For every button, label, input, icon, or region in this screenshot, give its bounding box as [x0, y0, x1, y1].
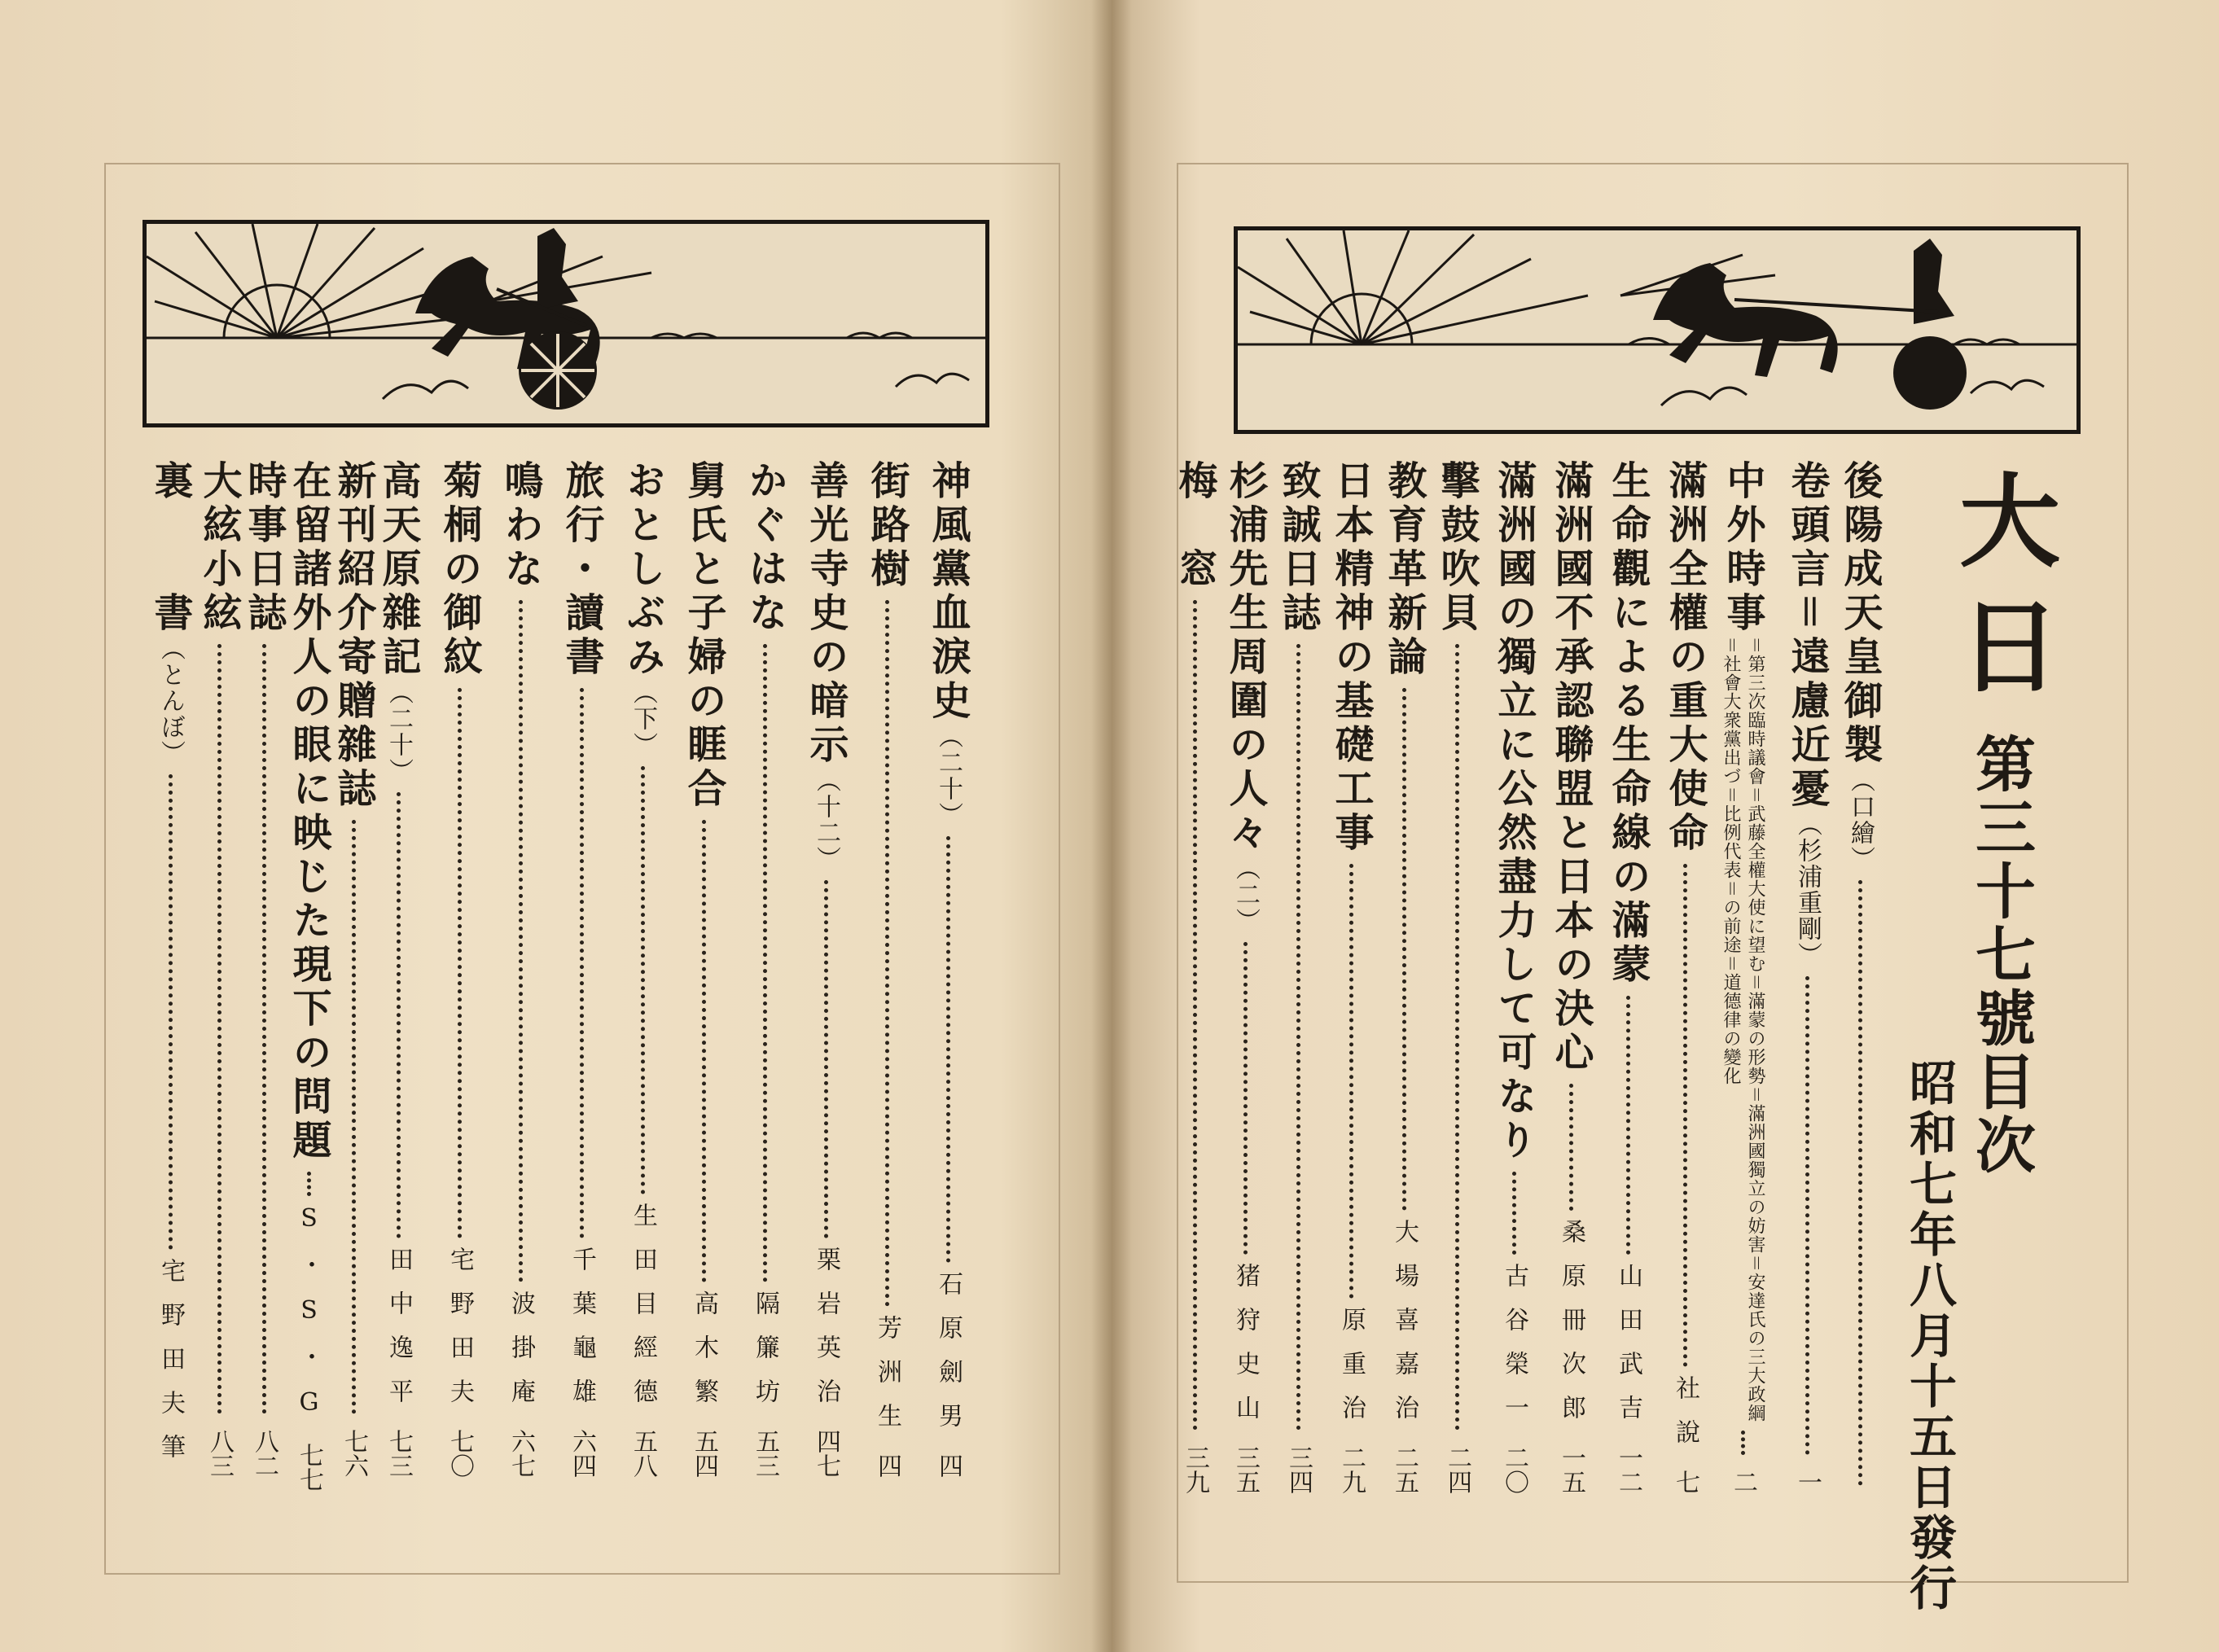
entry-author: 原重治	[1337, 1307, 1366, 1439]
entry-author: 猪狩史山	[1231, 1263, 1260, 1439]
entry-title: かぐはな	[742, 460, 787, 636]
entry-page: 七六	[340, 1429, 368, 1478]
dot-leader	[702, 820, 706, 1282]
entry-subtitle: （二十）	[934, 724, 963, 828]
entry-author: 宅野田夫筆	[156, 1258, 185, 1478]
toc-entry[interactable]	[196, 460, 242, 1478]
rising-sun-chariot-banner	[143, 220, 989, 427]
entry-author: 生田目經德	[629, 1203, 657, 1422]
entry-title: 神風黨血淚史	[925, 460, 971, 724]
book-gutter	[1091, 0, 1132, 1652]
entry-author: 千葉龜雄	[568, 1247, 596, 1422]
entry-title: 新刊紹介寄贈雜誌	[331, 460, 376, 812]
dot-leader	[1243, 942, 1248, 1255]
entry-title: 教育革新論	[1381, 460, 1427, 680]
entry-title: 中外時事	[1720, 460, 1765, 636]
toc-entry[interactable]	[864, 460, 910, 1478]
toc-entry[interactable]	[1784, 460, 1830, 1494]
entry-author: 栗岩英治	[812, 1247, 840, 1422]
dot-leader	[458, 688, 462, 1238]
chariot-illustration	[1238, 230, 2076, 430]
entry-page: 七	[1671, 1470, 1699, 1494]
toc-entry[interactable]	[1381, 460, 1427, 1494]
entry-title: 時事日誌	[241, 460, 287, 636]
toc-entry[interactable]	[331, 460, 376, 1478]
entry-author: 桑原冊次郎	[1557, 1219, 1585, 1439]
entry-title: 鳴わな	[498, 460, 543, 592]
entry-title: 高天原雜記	[375, 460, 421, 680]
toc-entry[interactable]	[1491, 460, 1537, 1494]
toc-entry[interactable]	[286, 460, 331, 1492]
toc-entry[interactable]	[742, 460, 787, 1478]
magazine-title: 大日	[1942, 468, 2060, 719]
dot-leader	[1805, 976, 1809, 1455]
entry-page: 二〇	[1500, 1445, 1528, 1494]
entry-page: 四	[873, 1453, 901, 1478]
toc-entry[interactable]	[147, 460, 193, 1478]
entry-page: 一五	[1557, 1445, 1585, 1494]
dot-leader	[1741, 1431, 1745, 1455]
dot-leader	[1683, 864, 1687, 1367]
toc-entry[interactable]	[559, 460, 604, 1478]
toc-entry[interactable]	[1434, 460, 1480, 1494]
entry-author: 大場喜嘉治	[1390, 1219, 1419, 1439]
entry-author: 高木繁	[690, 1290, 718, 1422]
entry-title: 梅 窓	[1172, 460, 1217, 592]
dot-leader	[397, 792, 401, 1238]
entry-author: 波掛庵	[507, 1290, 535, 1422]
dot-leader	[824, 880, 828, 1238]
entry-page: 二四	[1443, 1445, 1471, 1494]
entry-page: 六四	[568, 1429, 596, 1478]
toc-entry[interactable]	[1222, 460, 1268, 1494]
dot-leader	[352, 820, 356, 1414]
toc-entry[interactable]	[803, 460, 849, 1478]
entry-title: 菊桐の御紋	[436, 460, 482, 680]
chariot-illustration	[147, 224, 985, 423]
entry-subtitle: （杉浦重剛）	[1793, 812, 1822, 968]
entry-title: 善光寺史の暗示	[803, 460, 849, 768]
right-page	[1112, 0, 2219, 1652]
entry-author: 芳洲生	[873, 1315, 901, 1447]
entry-page: 一二	[1614, 1445, 1642, 1494]
entry-title: 裏 書	[147, 460, 193, 636]
entry-title: 旅行・讀書	[559, 460, 604, 680]
entry-title: 卷頭言＝遠慮近憂	[1784, 460, 1830, 812]
entry-author: 石原劍男	[934, 1271, 963, 1447]
toc-entry[interactable]	[1718, 460, 1767, 1494]
toc-entry[interactable]	[1662, 460, 1708, 1494]
toc-entry[interactable]	[925, 460, 971, 1478]
toc-entry[interactable]	[620, 460, 665, 1478]
entry-subtitle: （二）	[1231, 856, 1260, 934]
entry-subtitle: （十二）	[812, 768, 840, 872]
toc-entry[interactable]	[498, 460, 543, 1478]
entry-page: 五三	[751, 1429, 779, 1478]
entry-title: 擊鼓吹貝	[1434, 460, 1480, 636]
dot-leader	[1349, 864, 1353, 1299]
entry-subtitle: （口繪）	[1846, 768, 1875, 872]
publication-date: 昭和七年八月十五日發行	[1901, 1058, 1957, 1614]
dot-leader	[262, 644, 266, 1414]
entry-subtitle: （とんぼ）	[156, 636, 185, 766]
entry-page: 七七	[295, 1443, 323, 1492]
entry-page: 三五	[1231, 1445, 1260, 1494]
entry-author: 田中逸平	[384, 1247, 413, 1422]
entry-title: 在留諸外人の眼に映じた現下の問題	[286, 460, 331, 1163]
toc-entry[interactable]	[1605, 460, 1651, 1494]
entry-detail: ＝第三次臨時議會＝武藤全權大使に望む＝滿蒙の形勢＝滿洲國獨立の妨害＝安達氏の三大政綱＝社會大衆黨出づ＝比例代表＝の前途＝道德律の變化	[1721, 636, 1765, 1422]
entry-page: 五八	[629, 1429, 657, 1478]
dot-leader	[580, 688, 584, 1238]
toc-entry[interactable]	[1275, 460, 1321, 1494]
entry-page: 六七	[507, 1429, 535, 1478]
entry-title: 致誠日誌	[1275, 460, 1321, 636]
entry-page: 三九	[1181, 1445, 1209, 1494]
rising-sun-chariot-banner	[1234, 226, 2081, 434]
entry-title: 大絃小絃	[196, 460, 242, 636]
entry-page: 二五	[1390, 1445, 1419, 1494]
toc-entry[interactable]	[241, 460, 287, 1478]
entry-page: 一	[1793, 1470, 1822, 1494]
dot-leader	[1569, 1084, 1573, 1211]
toc-entry[interactable]	[375, 460, 421, 1478]
dot-leader	[1193, 600, 1197, 1431]
toc-entry[interactable]	[681, 460, 726, 1478]
dot-leader	[1455, 644, 1459, 1431]
entry-page: 二	[1729, 1470, 1757, 1494]
dot-leader	[885, 600, 889, 1307]
dot-leader	[169, 774, 173, 1250]
entry-title: 街路樹	[864, 460, 910, 592]
entry-title: 滿洲國の獨立に公然盡力して可なり	[1491, 460, 1537, 1163]
dot-leader	[519, 600, 523, 1282]
entry-page: 四	[934, 1453, 963, 1478]
dot-leader	[1626, 996, 1630, 1255]
toc-entry[interactable]	[1172, 460, 1217, 1494]
entry-page: 七三	[384, 1429, 413, 1478]
entry-page: 五四	[690, 1429, 718, 1478]
entry-author: S・S・G	[295, 1204, 323, 1436]
entry-title: 後陽成天皇御製	[1837, 460, 1883, 768]
entry-page: 三四	[1284, 1445, 1313, 1494]
entry-author: 宅野田夫	[445, 1247, 474, 1422]
entry-page: 八二	[250, 1429, 278, 1478]
entry-subtitle: （二十）	[384, 680, 413, 784]
toc-entry[interactable]	[436, 460, 482, 1478]
entry-title: 滿洲國不承認聯盟と日本の決心	[1548, 460, 1594, 1076]
dot-leader	[1402, 688, 1406, 1211]
entry-page: 二九	[1337, 1445, 1366, 1494]
dot-leader	[1512, 1172, 1516, 1255]
entry-page: 七〇	[445, 1429, 474, 1478]
dot-leader	[307, 1172, 311, 1196]
dot-leader	[763, 644, 767, 1282]
entry-page: 四七	[812, 1429, 840, 1478]
toc-entry[interactable]	[1548, 460, 1594, 1494]
dot-leader	[1296, 644, 1300, 1431]
issue-title: 第三十七號目次	[1966, 733, 2036, 1177]
toc-entry[interactable]	[1328, 460, 1374, 1494]
entry-title: 生命觀による生命線の滿蒙	[1605, 460, 1651, 988]
entry-title: 日本精神の基礎工事	[1328, 460, 1374, 856]
entry-title: 滿洲全權の重大使命	[1662, 460, 1708, 856]
entry-page: 八三	[205, 1429, 234, 1478]
entry-title: 舅氏と子婦の睚合	[681, 460, 726, 812]
entry-author: 古谷榮一	[1500, 1263, 1528, 1439]
entry-author: 社說	[1671, 1375, 1699, 1463]
entry-title: おとしぶみ	[620, 460, 665, 680]
entry-subtitle: （下）	[629, 680, 657, 758]
dot-leader	[1858, 880, 1862, 1486]
entry-author: 山田武吉	[1614, 1263, 1642, 1439]
toc-entry[interactable]	[1837, 460, 1883, 1494]
entry-title: 杉浦先生周圍の人々	[1222, 460, 1268, 856]
entry-author: 隔簾坊	[751, 1290, 779, 1422]
dot-leader	[946, 836, 950, 1263]
dot-leader	[217, 644, 221, 1414]
dot-leader	[641, 766, 645, 1194]
